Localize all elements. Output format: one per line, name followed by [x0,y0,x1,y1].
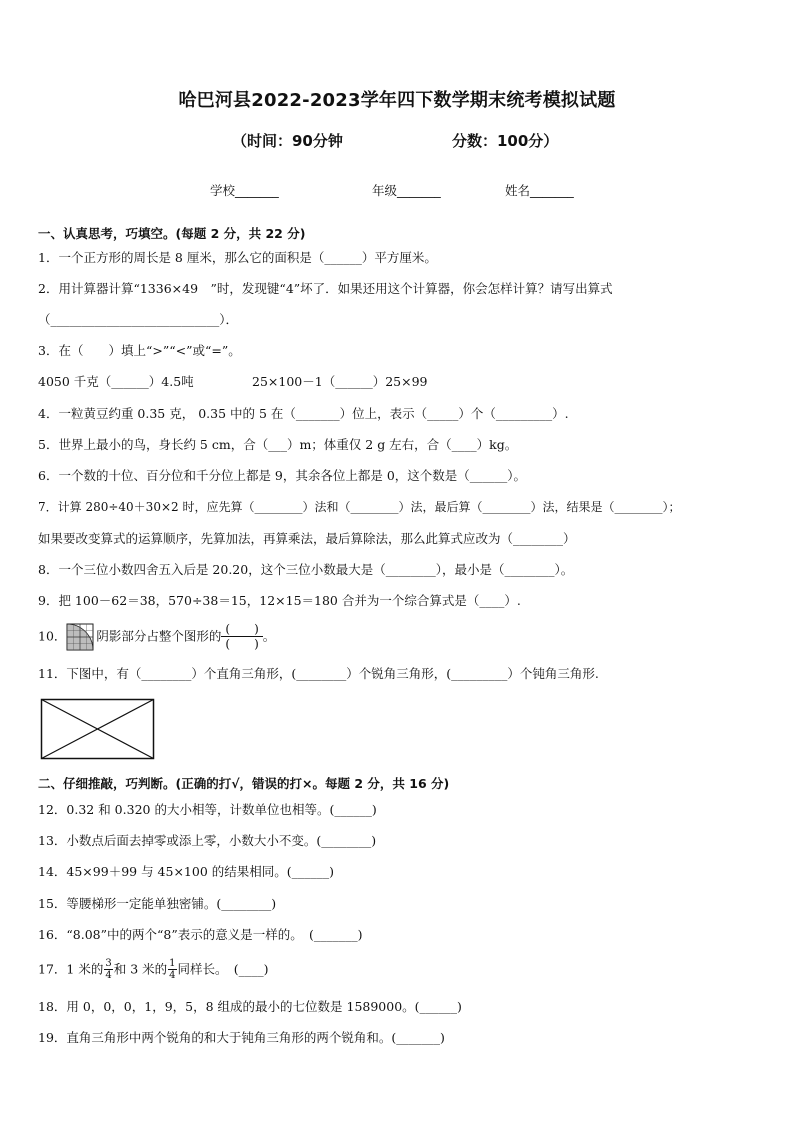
question-19: 19．直角三角形中两个锐角的和大于钝角三角形的两个锐角和。(_______) [38,1030,445,1045]
question-16: 16．“8.08”中的两个“8”表示的意义是一样的。 (_______) [38,927,363,942]
question-17-prefix: 17．1 米的 [38,961,104,977]
fraction-denominator: 4 [169,970,176,981]
name-field: 姓名_______ [505,183,574,198]
school-field: 学校_______ [210,183,279,198]
fraction-one-quarter [168,958,176,981]
question-11: 11．下图中，有（________）个直角三角形，(________）个锐角三角形，(_________）个钝角三角形. [38,666,599,681]
question-18: 18．用 0，0，0，1，9，5，8 组成的最小的七位数是 1589000。(______) [38,999,462,1014]
question-10 [38,622,275,651]
section2-heading: 二、仔细推敲，巧判断。(正确的打√，错误的打×。每题 2 分，共 16 分) [38,776,450,791]
fraction-denominator: 4 [105,970,112,981]
fraction-three-quarters [104,958,112,981]
question-1: 1．一个正方形的周长是 8 厘米，那么它的面积是（______）平方厘米。 [38,250,437,265]
question-14: 14．45×99＋99 与 45×100 的结果相同。(______) [38,864,335,879]
shaded-circle-grid-icon [66,623,94,651]
section1-heading: 一、认真思考，巧填空。(每题 2 分，共 22 分) [38,226,306,241]
rectangle-with-diagonals-figure [40,698,156,762]
exam-score: 分数：100分） [452,132,559,150]
question-3-part-a: 4050 千克（______）4.5吨 [38,374,194,389]
exam-time: （时间：90分钟 [232,132,343,150]
question-2-line1: 2．用计算器计算“1336×49 ”时，发现键“4”坏了．如果还用这个计算器，你会怎样计算？请写出算式 [38,281,613,296]
question-12: 12．0.32 和 0.320 的大小相等，计数单位也相等。(______) [38,802,377,817]
question-4: 4．一粒黄豆约重 0.35 克， 0.35 中的 5 在（_______）位上，表示（_____）个（_________）. [38,406,569,421]
question-7-line1: 7．计算 280÷40＋30×2 时，应先算（________）法和（________）法，最后算（________）法，结果是（________）； [38,500,681,514]
question-17-suffix: 同样长。 (____) [177,961,269,977]
question-9: 9．把 100－62＝38，570÷38＝15，12×15＝180 合并为一个综合算式是（____）. [38,593,521,608]
fraction-numerator: 1 [169,958,176,969]
question-5: 5．世界上最小的鸟，身长约 5 cm，合（___）m；体重仅 2 g 左右，合（____）kg。 [38,437,518,452]
grade-field: 年级_______ [372,183,441,198]
question-2-line2: （___________________________）． [38,312,239,327]
question-10-denominator-blank: ( ) [225,637,259,651]
question-15: 15．等腰梯形一定能单独密铺。(________) [38,896,277,911]
question-3-part-b: 25×100－1（______）25×99 [252,374,428,389]
question-7-line2: 如果要改变算式的运算顺序，先算加法，再算乘法，最后算除法，那么此算式应改为（________） [38,531,576,546]
question-3: 3．在（ ）填上“>”“<”或“=”。 [38,343,241,358]
fraction-numerator: 3 [105,958,112,969]
question-17 [38,958,269,981]
question-17-middle: 和 3 米的 [113,961,168,977]
question-10-number: 10． [38,628,67,644]
page-title: 哈巴河县2022-2023学年四下数学期末统考模拟试题 [178,90,616,111]
question-10-end: 。 [262,628,276,644]
question-13: 13．小数点后面去掉零或添上零，小数大小不变。(________) [38,833,377,848]
question-8: 8．一个三位小数四舍五入后是 20.20，这个三位小数最大是（________），最小是（________）。 [38,562,574,577]
question-10-text: 阴影部分占整个图形的 [96,628,222,644]
question-10-numerator-blank: ( ) [221,622,262,637]
question-10-fraction-blank [221,622,262,651]
question-6: 6．一个数的十位、百分位和千分位上都是 9，其余各位上都是 0，这个数是（______）。 [38,468,527,483]
